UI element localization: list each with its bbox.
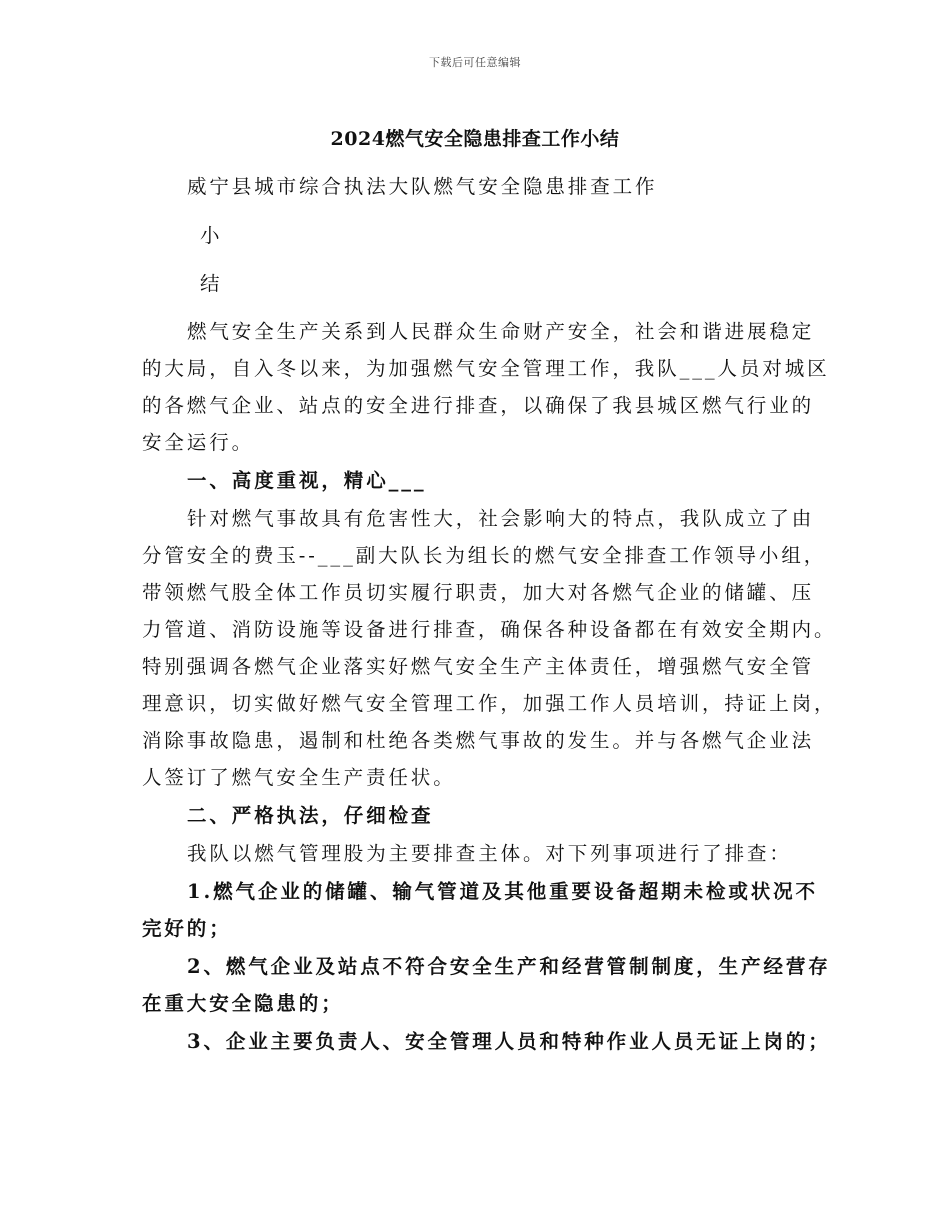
section-heading: 二、严格执法，仔细检查 xyxy=(187,804,434,827)
section-heading: 一、高度重视，精心___ xyxy=(187,469,427,492)
paragraph-line: 针对燃气事故具有危害性大，社会影响大的特点，我队成立了由 xyxy=(187,507,815,530)
paragraph-line: 人签订了燃气安全生产责任状。 xyxy=(142,766,456,789)
paragraph-line: 分管安全的费玉--___副大队长为组长的燃气安全排查工作领导小组， xyxy=(142,544,827,567)
paragraph-line: 的各燃气企业、站点的安全进行排查，以确保了我县城区燃气行业的 xyxy=(142,394,815,417)
paragraph-line: 带领燃气股全体工作员切实履行职责，加大对各燃气企业的储罐、压 xyxy=(142,581,815,604)
document-title: 2024燃气安全隐患排查工作小结 xyxy=(330,128,620,150)
paragraph-line: 理意识，切实做好燃气安全管理工作，加强工作人员培训，持证上岗， xyxy=(142,692,837,715)
list-item-line: 3、企业主要负责人、安全管理人员和特种作业人员无证上岗的； xyxy=(187,1030,831,1053)
list-item-line: 2、燃气企业及站点不符合安全生产和经营管制制度，生产经营存 xyxy=(187,955,831,978)
list-item-line: 在重大安全隐患的； xyxy=(142,992,344,1015)
header-note: 下载后可任意编辑 xyxy=(429,56,521,69)
paragraph-line: 力管道、消防设施等设备进行排查，确保各种设备都在有效安全期内。 xyxy=(142,618,837,641)
paragraph-line: 我队以燃气管理股为主要排查主体。对下列事项进行了排查： xyxy=(187,842,792,865)
subtitle-char: 结 xyxy=(200,272,223,295)
paragraph-line: 消除事故隐患，遏制和杜绝各类燃气事故的发生。并与各燃气企业法 xyxy=(142,729,815,752)
subtitle-char: 小 xyxy=(200,224,223,247)
list-item-line: 完好的； xyxy=(142,917,232,940)
paragraph-line: 安全运行。 xyxy=(142,431,255,454)
paragraph-line: 特别强调各燃气企业落实好燃气安全生产主体责任，增强燃气安全管 xyxy=(142,655,815,678)
list-item-line: 1.燃气企业的储罐、输气管道及其他重要设备超期未检或状况不 xyxy=(187,880,818,903)
paragraph-line: 燃气安全生产关系到人民群众生命财产安全，社会和谐进展稳定 xyxy=(187,320,815,343)
subtitle-line: 威宁县城市综合执法大队燃气安全隐患排查工作 xyxy=(187,175,658,198)
paragraph-line: 的大局，自入冬以来，为加强燃气安全管理工作，我队___人员对城区 xyxy=(142,357,830,380)
